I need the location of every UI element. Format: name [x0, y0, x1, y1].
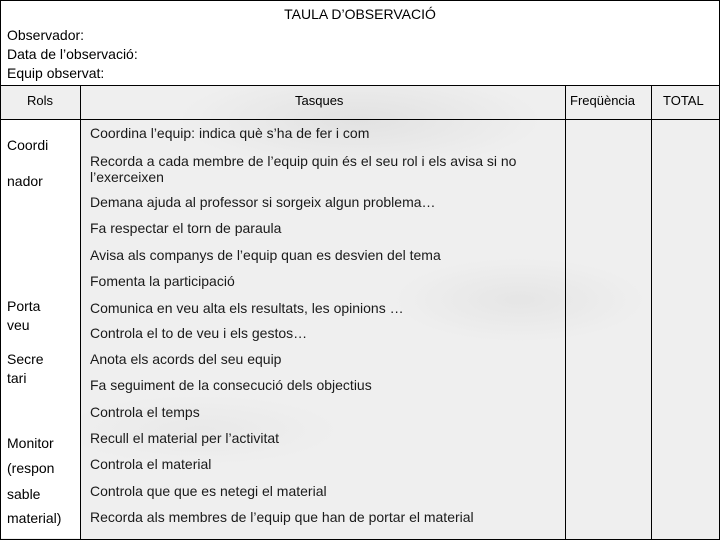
task-row: Fomenta la participació	[90, 273, 235, 289]
observer-label: Observador:	[7, 27, 85, 43]
title-bar	[0, 0, 720, 26]
header-total: TOTAL	[663, 93, 704, 108]
task-row: Controla que que es netegi el material	[90, 483, 327, 499]
column-divider-tasks	[565, 85, 566, 539]
task-row: Fa respectar el torn de paraula	[90, 220, 282, 236]
role-coordinator-line2: nador	[7, 173, 43, 189]
task-row: Anota els acords del seu equip	[90, 351, 282, 367]
role-material-manager-line1: Monitor	[7, 435, 54, 451]
header-frequency: Freqüència	[570, 93, 636, 108]
role-material-manager-line2: (respon	[7, 460, 55, 476]
role-coordinator-line1: Coordi	[7, 137, 49, 153]
sheet-title: TAULA D’OBSERVACIÓ	[284, 6, 436, 22]
task-row: Coordina l’equip: indica què s’ha de fer i com	[90, 125, 370, 141]
task-row: Comunica en veu alta els resultats, les opinions …	[90, 300, 404, 316]
task-row: Fa seguiment de la consecució dels objectius	[90, 377, 372, 393]
task-row: Recull el material per l’activitat	[90, 430, 280, 446]
task-row: Avisa als companys de l’equip quan es desvien del tema	[90, 247, 441, 263]
date-label: Data de l’observació:	[7, 46, 138, 62]
role-material-manager-line4: material)	[7, 510, 62, 526]
header-tasks: Tasques	[295, 93, 344, 108]
header-roles: Rols	[27, 93, 54, 108]
task-row: Demana ajuda al professor si sorgeix algun problema…	[90, 194, 436, 210]
role-spokesperson-line1: Porta	[7, 298, 41, 314]
team-label: Equip observat:	[7, 65, 105, 81]
task-row: Recorda als membres de l’equip que han de portar el material	[90, 509, 474, 525]
column-divider-roles	[80, 85, 81, 539]
role-secretary-line1: Secre	[7, 351, 44, 367]
task-row: Controla el temps	[90, 404, 200, 420]
observation-info	[0, 25, 720, 86]
role-material-manager-line3: sable	[7, 486, 41, 502]
task-row: Controla el to de veu i els gestos…	[90, 325, 308, 341]
role-spokesperson-line2: veu	[7, 317, 30, 333]
role-secretary-line2: tari	[7, 370, 27, 386]
task-row: Recorda a cada membre de l’equip quin és el seu rol i els avisa si no l’exerceixen	[90, 153, 517, 185]
task-row: Controla el material	[90, 456, 212, 472]
header-bottom-line	[0, 119, 720, 120]
column-divider-frequency	[651, 85, 652, 539]
